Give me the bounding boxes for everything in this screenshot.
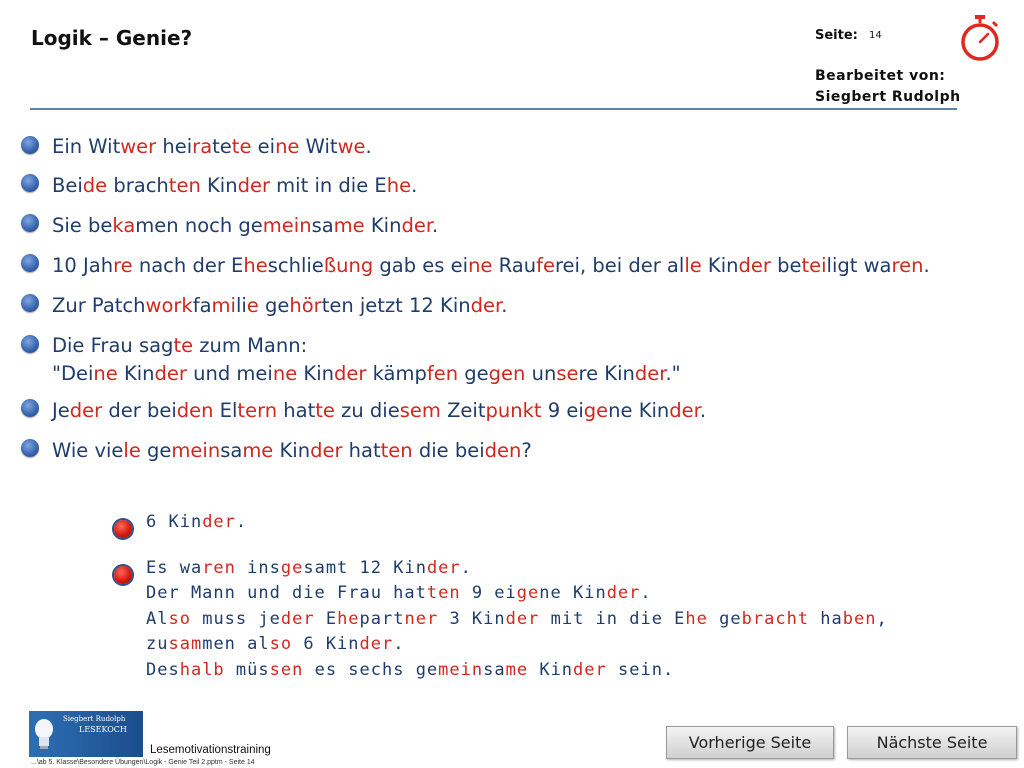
text-segment: gab es ei <box>373 254 469 277</box>
text-segment: Des <box>146 660 180 680</box>
syllable-highlight: ten <box>380 439 413 462</box>
text-segment: ? <box>521 439 532 462</box>
syllable-highlight: me <box>242 439 274 462</box>
text-segment: El <box>213 399 238 422</box>
syllable-highlight: le <box>684 254 702 277</box>
text-segment: mit in die E <box>269 174 387 197</box>
text-segment: . <box>699 399 707 422</box>
syllable-highlight: se <box>556 362 579 385</box>
syllable-highlight: der <box>426 558 461 578</box>
text-segment: Sie be <box>52 214 113 237</box>
previous-page-button[interactable]: Vorherige Seite <box>666 726 834 759</box>
text-segment: . <box>460 558 472 578</box>
answer-bullet-icon[interactable] <box>114 520 132 538</box>
syllable-highlight: ner <box>404 609 439 629</box>
footer-brand: Lesemotivationstraining <box>150 744 271 756</box>
bullet-icon[interactable] <box>21 399 39 417</box>
text-segment: Die Frau sag <box>52 334 174 357</box>
syllable-highlight: ßung <box>323 254 374 277</box>
syllable-highlight: gen <box>488 362 526 385</box>
text-segment: ge <box>140 439 172 462</box>
logo-brand: LESEKOCH <box>79 725 127 734</box>
logo-author: Siegbert Rudolph <box>63 715 126 723</box>
statement-line <box>52 334 307 357</box>
text-segment: Zur Patch <box>52 294 146 317</box>
text-segment: . <box>432 214 439 237</box>
text-segment: müs <box>224 660 270 680</box>
syllable-highlight: mi <box>211 294 236 317</box>
statement-line <box>52 214 438 237</box>
text-segment: Zeit <box>440 399 486 422</box>
text-segment: Kin <box>117 362 155 385</box>
page-label: Seite: <box>815 28 858 43</box>
text-segment: hat <box>342 439 381 462</box>
text-segment: "Dei <box>52 362 94 385</box>
text-segment: sa <box>483 660 506 680</box>
syllable-highlight: me <box>505 660 529 680</box>
syllable-highlight: der <box>505 609 540 629</box>
text-segment: . <box>235 512 248 532</box>
answer-line <box>146 632 405 658</box>
text-segment: hei <box>156 135 193 158</box>
syllable-highlight: ne <box>275 135 300 158</box>
text-segment: die bei <box>412 439 485 462</box>
text-segment: men al <box>202 634 270 654</box>
answer-line <box>146 510 247 536</box>
text-segment: ." <box>665 362 681 385</box>
text-segment: re Kin <box>578 362 635 385</box>
text-segment: Kin <box>528 660 574 680</box>
syllable-highlight: ren <box>891 254 924 277</box>
syllable-highlight: le <box>123 439 141 462</box>
text-segment: un <box>525 362 557 385</box>
statement-line <box>52 439 532 462</box>
text-segment: zu die <box>334 399 400 422</box>
page-number: 14 <box>869 30 882 41</box>
text-segment: . <box>640 583 652 603</box>
text-segment: , <box>876 609 888 629</box>
syllable-highlight: sen <box>269 660 304 680</box>
syllable-highlight: der <box>310 439 343 462</box>
syllable-highlight: den <box>176 399 214 422</box>
statement-line <box>52 254 930 277</box>
statement-line <box>52 174 417 197</box>
text-segment: samt 12 Kin <box>303 558 427 578</box>
text-segment: ten jetzt 12 Kin <box>321 294 471 317</box>
text-segment: und mei <box>186 362 273 385</box>
syllable-highlight: me <box>333 214 365 237</box>
text-segment: ne Kin <box>608 399 670 422</box>
text-segment: ligt wa <box>826 254 892 277</box>
text-segment: Al <box>146 609 169 629</box>
text-segment: Je <box>52 399 70 422</box>
text-segment: sein. <box>606 660 675 680</box>
syllable-highlight: so <box>168 609 191 629</box>
syllable-highlight: tei <box>801 254 827 277</box>
bullet-icon[interactable] <box>21 136 39 154</box>
syllable-highlight: der <box>634 362 666 385</box>
syllable-highlight: sem <box>399 399 441 422</box>
page-title: Logik – Genie? <box>31 26 193 50</box>
syllable-highlight: der <box>69 399 103 422</box>
answer-line <box>146 607 888 633</box>
text-segment: li <box>235 294 247 317</box>
text-segment: ei <box>251 135 276 158</box>
syllable-highlight: he <box>337 609 360 629</box>
syllable-highlight: ne <box>93 362 118 385</box>
text-segment: E <box>314 609 338 629</box>
text-segment: sa <box>311 214 334 237</box>
statement-line <box>52 294 507 317</box>
lightbulb-icon <box>33 717 55 751</box>
text-segment: sa <box>220 439 243 462</box>
syllable-highlight: der <box>154 362 187 385</box>
bullet-icon[interactable] <box>21 214 39 232</box>
text-segment: es sechs ge <box>303 660 439 680</box>
text-segment: kämp <box>366 362 427 385</box>
text-segment: muss je <box>190 609 281 629</box>
text-segment: ne Kin <box>539 583 607 603</box>
text-segment: brach <box>107 174 169 197</box>
text-segment: Wie vie <box>52 439 124 462</box>
syllable-highlight: te <box>231 135 252 158</box>
answer-line <box>146 658 674 684</box>
editor-name: Siegbert Rudolph <box>815 89 961 105</box>
syllable-highlight: mein <box>171 439 221 462</box>
bullet-icon[interactable] <box>21 335 39 353</box>
syllable-highlight: ka <box>112 214 136 237</box>
syllable-highlight: he <box>243 254 268 277</box>
text-segment: ge <box>707 609 742 629</box>
text-segment: Kin <box>701 254 739 277</box>
text-segment: Ein Wit <box>52 135 121 158</box>
syllable-highlight: wer <box>120 135 157 158</box>
text-segment: Kin <box>200 174 238 197</box>
syllable-highlight: he <box>386 174 412 197</box>
text-segment: Rau <box>492 254 537 277</box>
syllable-highlight: fe <box>536 254 555 277</box>
text-segment: ge <box>258 294 290 317</box>
syllable-highlight: ra <box>192 135 213 158</box>
syllable-highlight: halb <box>179 660 225 680</box>
header-divider <box>30 108 957 110</box>
syllable-highlight: ne <box>272 362 298 385</box>
syllable-highlight: fen <box>426 362 459 385</box>
text-segment: te <box>212 135 232 158</box>
text-segment: Kin <box>364 214 402 237</box>
file-path: ...\ab 5. Klasse\Besondere Übungen\Logik - Genie Teil 2.pptm - Seite 14 <box>31 759 255 766</box>
text-segment: ge <box>458 362 489 385</box>
syllable-highlight: bracht <box>741 609 810 629</box>
next-page-button[interactable]: Nächste Seite <box>847 726 1017 759</box>
text-segment: rei, bei der al <box>554 254 685 277</box>
text-segment: 9 ei <box>460 583 517 603</box>
text-segment: zum Mann: <box>193 334 308 357</box>
text-segment: Der Mann und die Frau hat <box>146 583 427 603</box>
syllable-highlight: der <box>401 214 433 237</box>
syllable-highlight: der <box>738 254 771 277</box>
stopwatch-icon[interactable] <box>957 14 1003 62</box>
syllable-highlight: der <box>669 399 700 422</box>
syllable-highlight: der <box>237 174 270 197</box>
bullet-icon[interactable] <box>21 174 39 192</box>
syllable-highlight: mein <box>438 660 484 680</box>
syllable-highlight: de <box>82 174 108 197</box>
bullet-icon[interactable] <box>21 294 39 312</box>
bullet-icon[interactable] <box>21 439 39 457</box>
text-segment: schlie <box>267 254 324 277</box>
text-segment: . <box>411 174 418 197</box>
statement-line <box>52 362 681 385</box>
syllable-highlight: ten <box>168 174 201 197</box>
text-segment: Bei <box>52 174 83 197</box>
syllable-highlight: der <box>606 583 641 603</box>
text-segment: 10 Jah <box>52 254 114 277</box>
text-segment: be <box>770 254 802 277</box>
syllable-highlight: we <box>337 135 366 158</box>
syllable-highlight: e <box>246 294 259 317</box>
syllable-highlight: mein <box>262 214 312 237</box>
syllable-highlight: te <box>173 334 194 357</box>
syllable-highlight: der <box>280 609 315 629</box>
bullet-icon[interactable] <box>21 254 39 272</box>
syllable-highlight: ren <box>202 558 236 578</box>
syllable-highlight: he <box>685 609 708 629</box>
text-segment: zu <box>146 634 169 654</box>
syllable-highlight: hör <box>289 294 322 317</box>
text-segment: 6 Kin <box>146 512 203 532</box>
text-segment: part <box>359 609 405 629</box>
text-segment: fa <box>192 294 212 317</box>
syllable-highlight: te <box>315 399 335 422</box>
text-segment: 6 Kin <box>292 634 360 654</box>
text-segment: Wit <box>299 135 338 158</box>
syllable-highlight: ge <box>583 399 609 422</box>
text-segment: men noch ge <box>135 214 263 237</box>
edited-by <box>815 66 961 108</box>
syllable-highlight: der <box>470 294 502 317</box>
syllable-highlight: der <box>573 660 607 680</box>
leseskoch-logo <box>29 711 143 757</box>
text-segment: Es wa <box>146 558 203 578</box>
text-segment: der bei <box>102 399 177 422</box>
text-segment: nach der E <box>132 254 244 277</box>
syllable-highlight: sam <box>168 634 203 654</box>
statement-line <box>52 399 706 422</box>
syllable-highlight: work <box>145 294 193 317</box>
syllable-highlight: ge <box>280 558 304 578</box>
syllable-highlight: ben <box>842 609 877 629</box>
syllable-highlight: ne <box>468 254 493 277</box>
text-segment: Kin <box>297 362 334 385</box>
text-segment: ins <box>235 558 281 578</box>
text-segment: . <box>365 135 372 158</box>
text-segment: . <box>393 634 405 654</box>
text-segment: hat <box>277 399 316 422</box>
text-segment: mit in die E <box>539 609 686 629</box>
text-segment: 3 Kin <box>438 609 506 629</box>
edited-label: Bearbeitet von: <box>815 68 946 84</box>
text-segment: ha <box>809 609 843 629</box>
syllable-highlight: tern <box>237 399 278 422</box>
syllable-highlight: ten <box>426 583 461 603</box>
syllable-highlight: der <box>202 512 236 532</box>
syllable-highlight: re <box>113 254 133 277</box>
syllable-highlight: so <box>269 634 293 654</box>
text-segment: 9 ei <box>541 399 584 422</box>
answer-line <box>146 556 472 582</box>
syllable-highlight: der <box>359 634 394 654</box>
syllable-highlight: den <box>484 439 522 462</box>
text-segment: . <box>923 254 930 277</box>
syllable-highlight: der <box>333 362 367 385</box>
statement-line <box>52 135 372 158</box>
syllable-highlight: punkt <box>485 399 542 422</box>
text-segment: Kin <box>273 439 311 462</box>
answer-line <box>146 581 652 607</box>
text-segment: . <box>501 294 508 317</box>
answer-bullet-icon[interactable] <box>114 566 132 584</box>
syllable-highlight: ge <box>516 583 540 603</box>
